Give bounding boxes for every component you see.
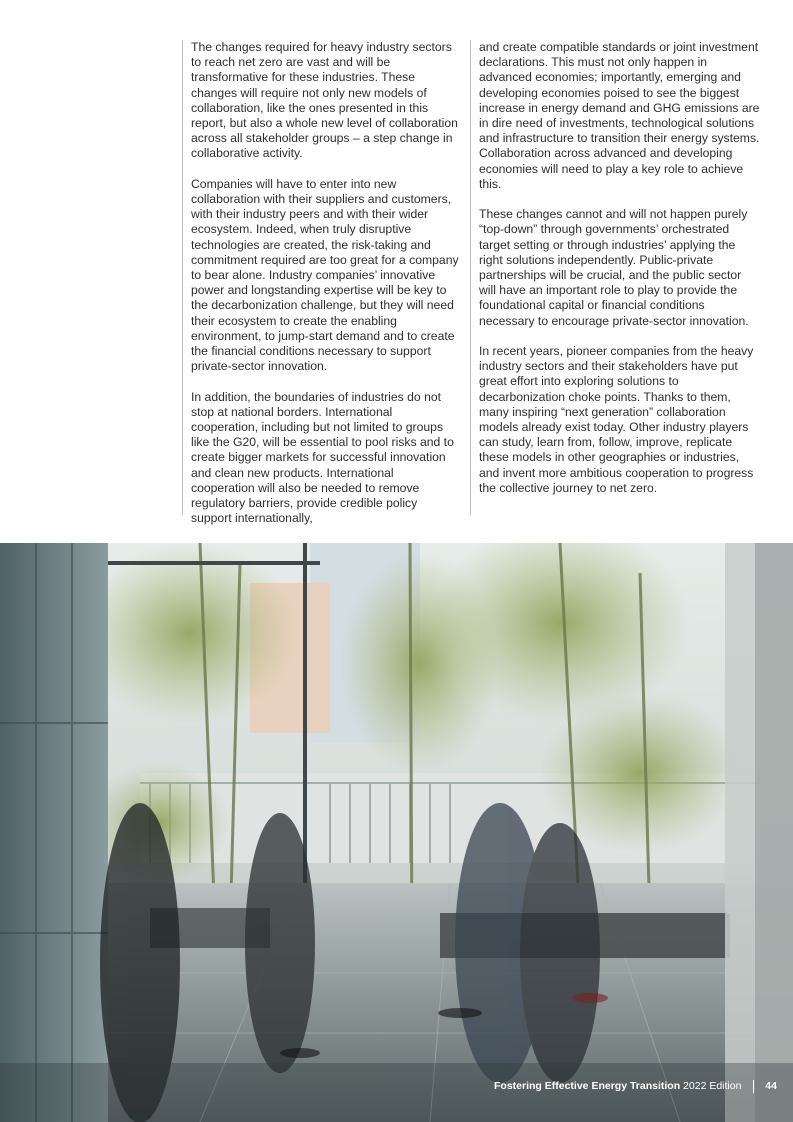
page-number: 44 xyxy=(765,1080,777,1092)
paragraph: In addition, the boundaries of industries do not stop at national borders. International cooperation, including but not limited to groups like the G20, will be essential to pool risks and to create bigger markets for successful innovation and clean new products. International cooperation will also be needed to remove regulatory barriers, provide credible policy support internationally, xyxy=(191,389,454,526)
paragraph: These changes cannot and will not happen purely “top-down” through governments’ orchestrated target setting or through industries’ applying the right solutions independently. Public-private partnerships will be crucial, and the public sector will have an important role to play to provide the foundational capital or financial conditions necessary to encourage private-sector innovation. xyxy=(479,207,749,328)
paragraph: The changes required for heavy industry sectors to reach net zero are vast and will be transformative for these industries. These changes will require not only new models of collaboration, like the ones presented in this report, but also a whole new level of collaboration across all stakeholder groups – a step change in collaborative activity. xyxy=(191,40,458,161)
paragraph: In recent years, pioneer companies from the heavy industry sectors and their stakeholders have put great effort into exploring solutions to decarbonization choke points. Thanks to them, many inspiring “next generation” collaboration models already exist today. Other industry players can study, learn from, follow, improve, replicate these models in other geographies or industries, and invent more ambitious cooperation to progress the collective journey to net zero. xyxy=(479,344,754,495)
paragraph: Companies will have to enter into new collaboration with their suppliers and customers, with their industry peers and with their wider ecosystem. Indeed, when truly disruptive technologies are created, the risk-taking and commitment required are too great for a company to bear alone. Industry companies’ innovative power and longstanding expertise will be key to the decarbonization challenge, but they will need their ecosystem to create the enabling environment, to jump-start demand and to create the financial conditions necessary to support private-sector innovation. xyxy=(191,176,459,374)
text-column-right xyxy=(470,40,760,515)
paragraph: and create compatible standards or joint investment declarations. This must not only happen in advanced economies; importantly, emerging and developing economies poised to see the biggest increase in energy demand and GHG emissions are in dire need of investments, technological solutions and infrastructure to transition their energy systems. Collaboration across advanced and developing economies will need to play a key role to achieve this. xyxy=(479,40,760,191)
footer-divider xyxy=(753,1080,754,1093)
text-column-left xyxy=(182,40,460,526)
office-atrium-photo xyxy=(0,543,793,1122)
report-title: Fostering Effective Energy Transition xyxy=(494,1080,681,1092)
photo-illustration xyxy=(0,543,793,1122)
report-edition: 2022 Edition xyxy=(683,1080,742,1092)
page-footer xyxy=(494,1077,777,1095)
